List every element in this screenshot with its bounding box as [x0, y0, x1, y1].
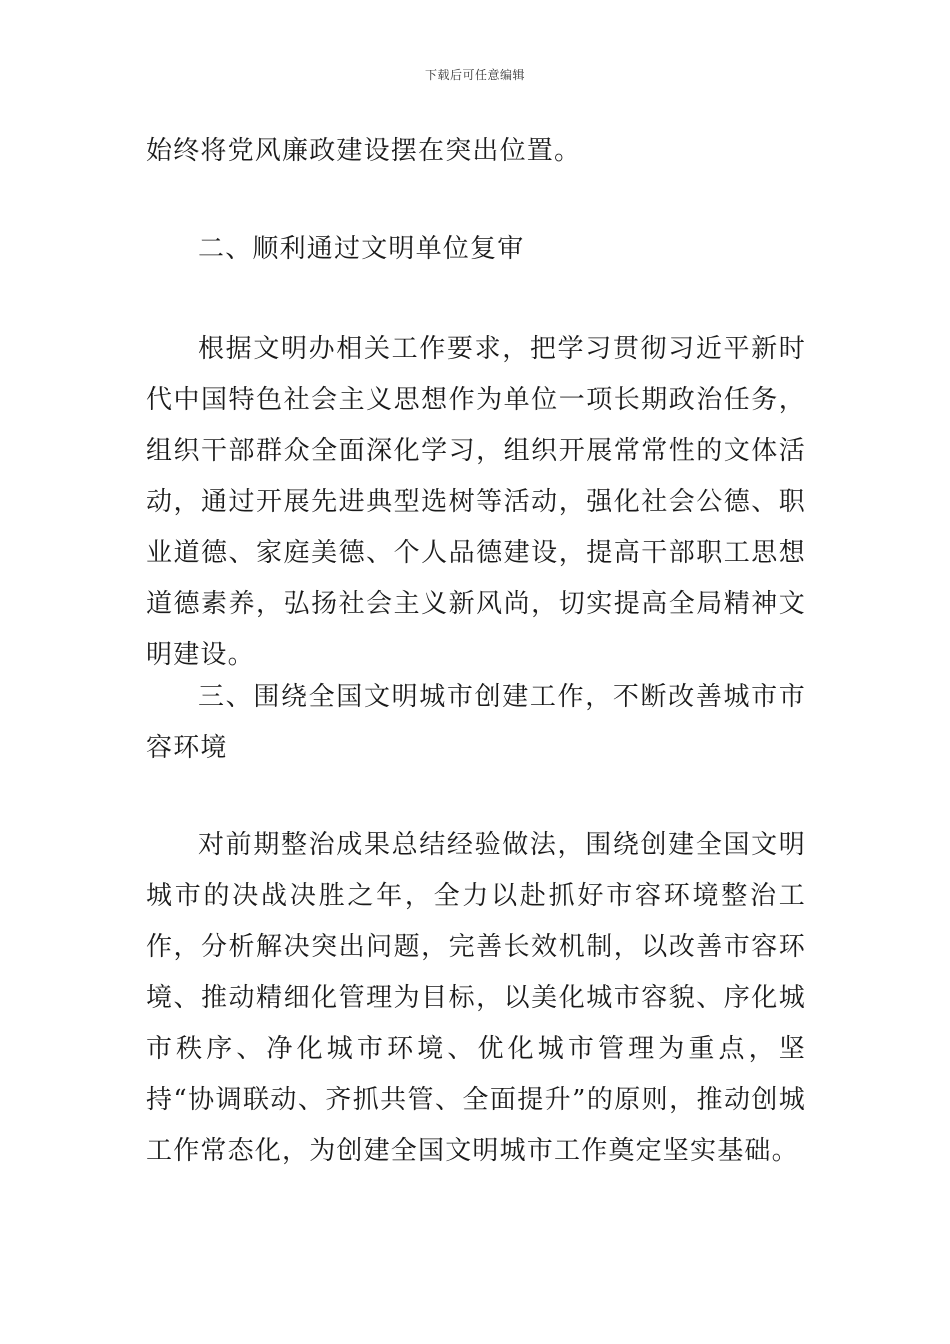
continuation-paragraph: 始终将党风廉政建设摆在突出位置。: [146, 136, 582, 166]
section-paragraph-3: 对前期整治成果总结经验做法，围绕创建全国文明城市的决战决胜之年，全力以赴抓好市容环境整治工作，分析解决突出问题，完善长效机制，以改善市容环境、推动精细化管理为目标，以美化城市容貌、序化城市秩序、净化城市环境、优化城市管理为重点，坚持“协调联动、齐抓共管、全面提升”的原则，推动创城工作常态化，为创建全国文明城市工作奠定坚实基础。: [146, 830, 806, 1166]
page-header-note: 下载后可任意编辑: [424, 68, 525, 82]
section-heading-2: 二、顺利通过文明单位复审: [198, 234, 525, 264]
section-paragraph-2: 根据文明办相关工作要求，把学习贯彻习近平新时代中国特色社会主义思想作为单位一项长期政治任务，组织干部群众全面深化学习，组织开展常常性的文体活动，通过开展先进典型选树等活动，强化社会公德、职业道德、家庭美德、个人品德建设，提高干部职工思想道德素养，弘扬社会主义新风尚，切实提高全局精神文明建设。: [146, 334, 806, 670]
section-heading-3: 三、围绕全国文明城市创建工作，不断改善城市市容环境: [146, 682, 806, 763]
